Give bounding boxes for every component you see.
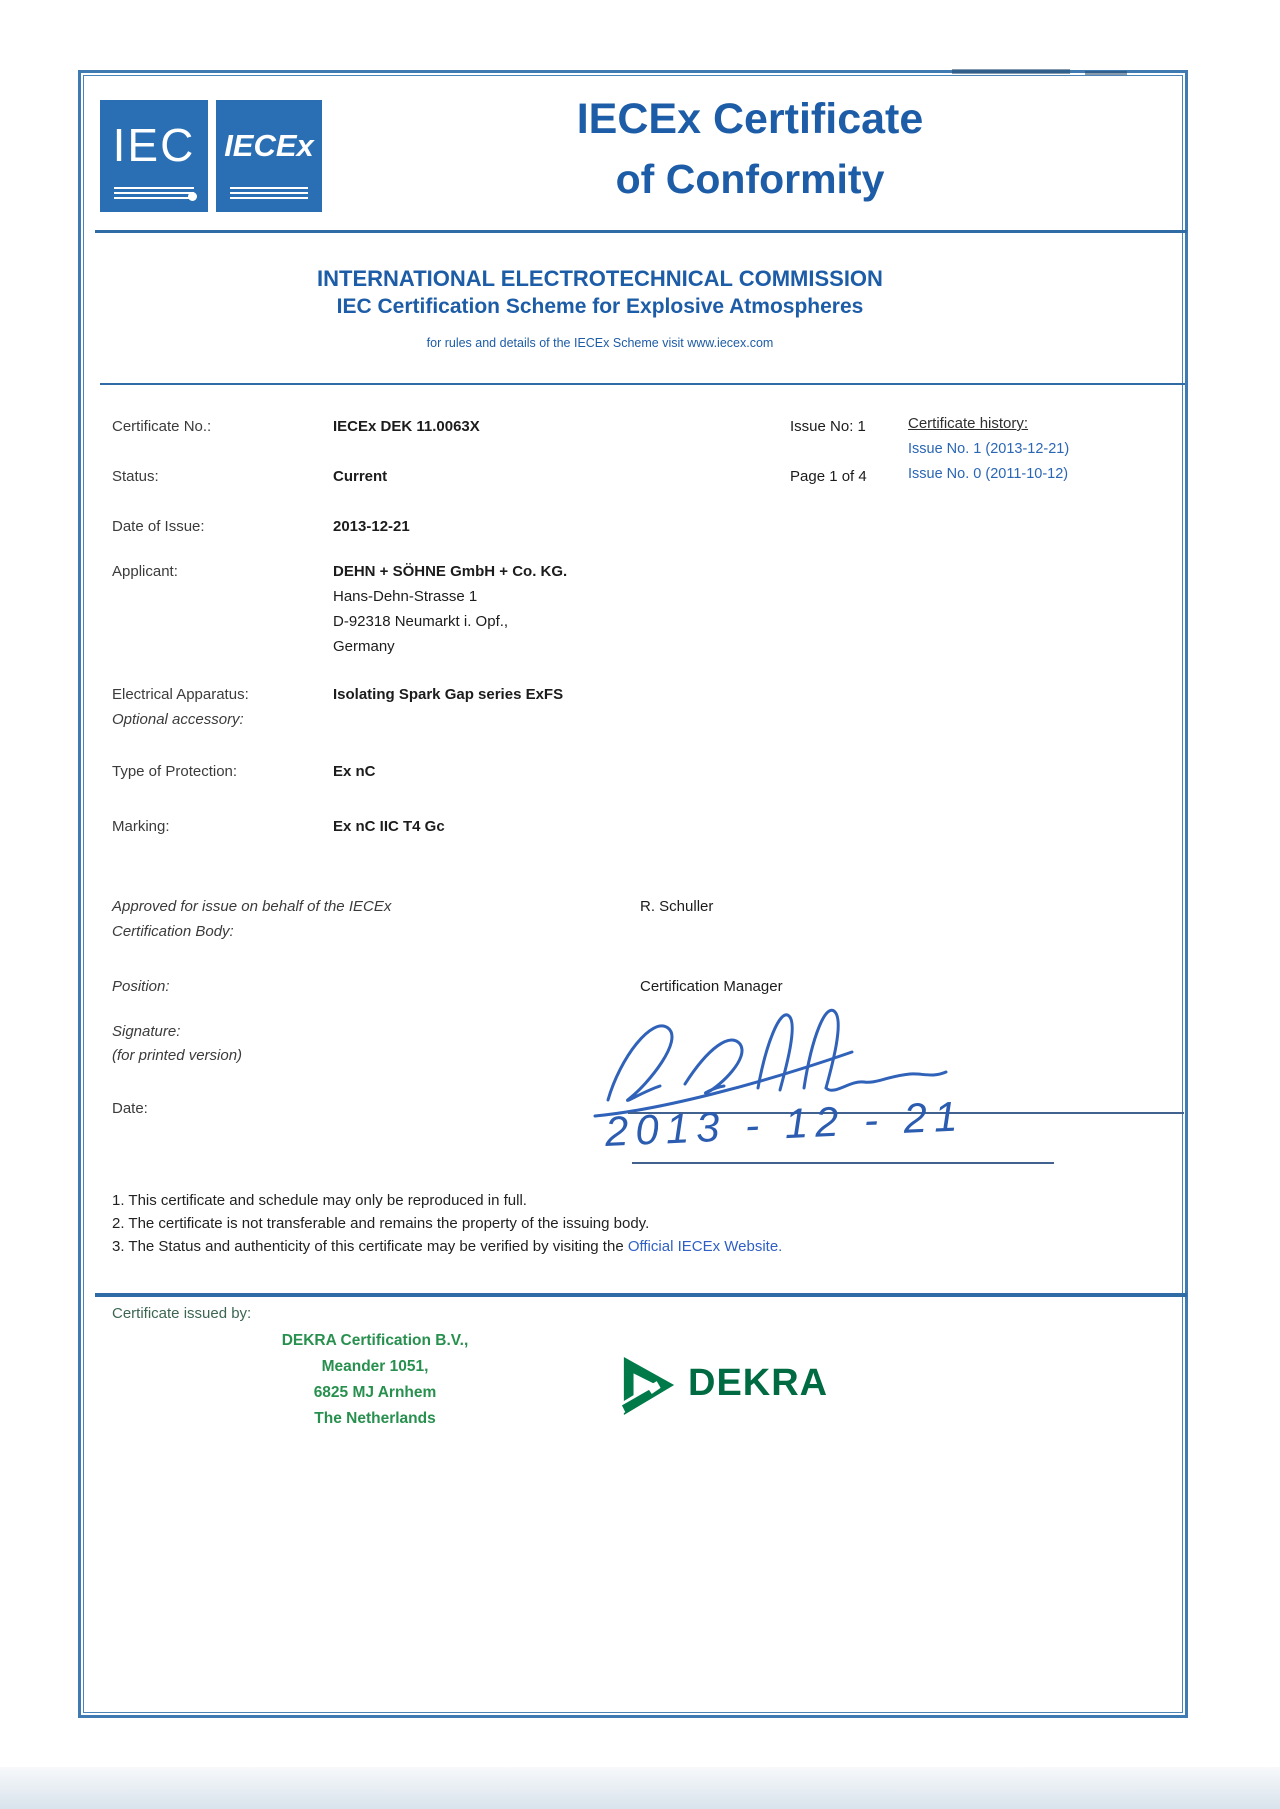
applicant-line: D-92318 Neumarkt i. Opf., bbox=[333, 613, 509, 630]
official-iecex-website-link[interactable]: Official IECEx Website. bbox=[627, 1238, 783, 1255]
marking-value: Ex nC IIC T4 Gc bbox=[333, 818, 445, 835]
history-entry: Issue No. 0 (2011-10-12) bbox=[908, 466, 1069, 482]
commission-heading: INTERNATIONAL ELECTROTECHNICAL COMMISSION bbox=[317, 266, 883, 291]
iec-logo-lines bbox=[114, 187, 194, 200]
page-title-line2: of Conformity bbox=[615, 156, 885, 202]
handwritten-date: 2013 - 12 - 21 bbox=[604, 1092, 966, 1155]
date-of-issue-value: 2013-12-21 bbox=[333, 518, 410, 535]
status-value: Current bbox=[333, 468, 388, 485]
scan-artifact bbox=[1085, 71, 1127, 75]
certificate-history-label: Certificate history: bbox=[908, 415, 1029, 432]
scheme-note: for rules and details of the IECEx Scheme visit www.iecex.com bbox=[426, 336, 774, 350]
signature-label: Signature: bbox=[112, 1023, 181, 1040]
optional-accessory-label: Optional accessory: bbox=[112, 711, 244, 728]
issuer-line: Meander 1051, bbox=[321, 1358, 429, 1375]
approver-name: R. Schuller bbox=[640, 898, 714, 915]
issue-no: Issue No: 1 bbox=[790, 418, 866, 435]
date-line bbox=[632, 1162, 1054, 1164]
certificate-no-label: Certificate No.: bbox=[112, 418, 212, 435]
dekra-logo-text: DEKRA bbox=[688, 1362, 829, 1404]
issuer-line: The Netherlands bbox=[314, 1410, 436, 1427]
scan-edge-band bbox=[0, 1767, 1280, 1809]
scan-artifact bbox=[952, 69, 1070, 74]
iecex-logo-text: IECEx bbox=[224, 128, 314, 163]
note-2: 2. The certificate is not transferable and remains the property of the issuing body. bbox=[112, 1215, 650, 1232]
issuer-address-block bbox=[225, 1328, 525, 1432]
iecex-logo bbox=[216, 100, 322, 212]
iec-logo bbox=[100, 100, 208, 212]
electrical-apparatus-value: Isolating Spark Gap series ExFS bbox=[333, 686, 564, 703]
issuer-line: DEKRA Certification B.V., bbox=[281, 1332, 469, 1349]
applicant-line: DEHN + SÖHNE GmbH + Co. KG. bbox=[333, 563, 568, 580]
applicant-line: Hans-Dehn-Strasse 1 bbox=[333, 588, 478, 605]
scheme-heading: IEC Certification Scheme for Explosive Atmospheres bbox=[336, 295, 864, 318]
history-entry: Issue No. 1 (2013-12-21) bbox=[908, 441, 1070, 457]
iecex-logo-lines bbox=[230, 187, 308, 200]
certificate-no-value: IECEx DEK 11.0063X bbox=[333, 418, 480, 435]
section-divider bbox=[100, 383, 1185, 385]
applicant-label: Applicant: bbox=[112, 563, 178, 580]
marking-label: Marking: bbox=[112, 818, 170, 835]
note-3-text: 3. The Status and authenticity of this certificate may be verified by visiting the bbox=[112, 1238, 628, 1255]
approved-label-line1: Approved for issue on behalf of the IECEx bbox=[112, 898, 392, 915]
electrical-apparatus-label: Electrical Apparatus: bbox=[112, 686, 249, 703]
iec-logo-text: IEC bbox=[112, 119, 196, 171]
date-label: Date: bbox=[112, 1100, 148, 1117]
note-1: 1. This certificate and schedule may only be reproduced in full. bbox=[112, 1192, 527, 1209]
date-of-issue-label: Date of Issue: bbox=[112, 518, 205, 535]
type-of-protection-value: Ex nC bbox=[333, 763, 376, 780]
issued-by-label: Certificate issued by: bbox=[112, 1305, 252, 1322]
status-label: Status: bbox=[112, 468, 159, 485]
position-label: Position: bbox=[112, 978, 170, 995]
footer-divider bbox=[95, 1293, 1187, 1297]
approved-label-line2: Certification Body: bbox=[112, 923, 234, 940]
signature-note: (for printed version) bbox=[112, 1047, 243, 1064]
page-title-line1: IECEx Certificate bbox=[576, 95, 924, 143]
issuer-line: 6825 MJ Arnhem bbox=[313, 1384, 437, 1401]
applicant-line: Germany bbox=[333, 638, 395, 655]
position-value: Certification Manager bbox=[640, 978, 783, 995]
header-divider bbox=[95, 230, 1187, 233]
type-of-protection-label: Type of Protection: bbox=[112, 763, 238, 780]
dekra-arrow-icon bbox=[620, 1355, 678, 1417]
page-indicator: Page 1 of 4 bbox=[790, 468, 867, 485]
note-3 bbox=[112, 1238, 782, 1255]
